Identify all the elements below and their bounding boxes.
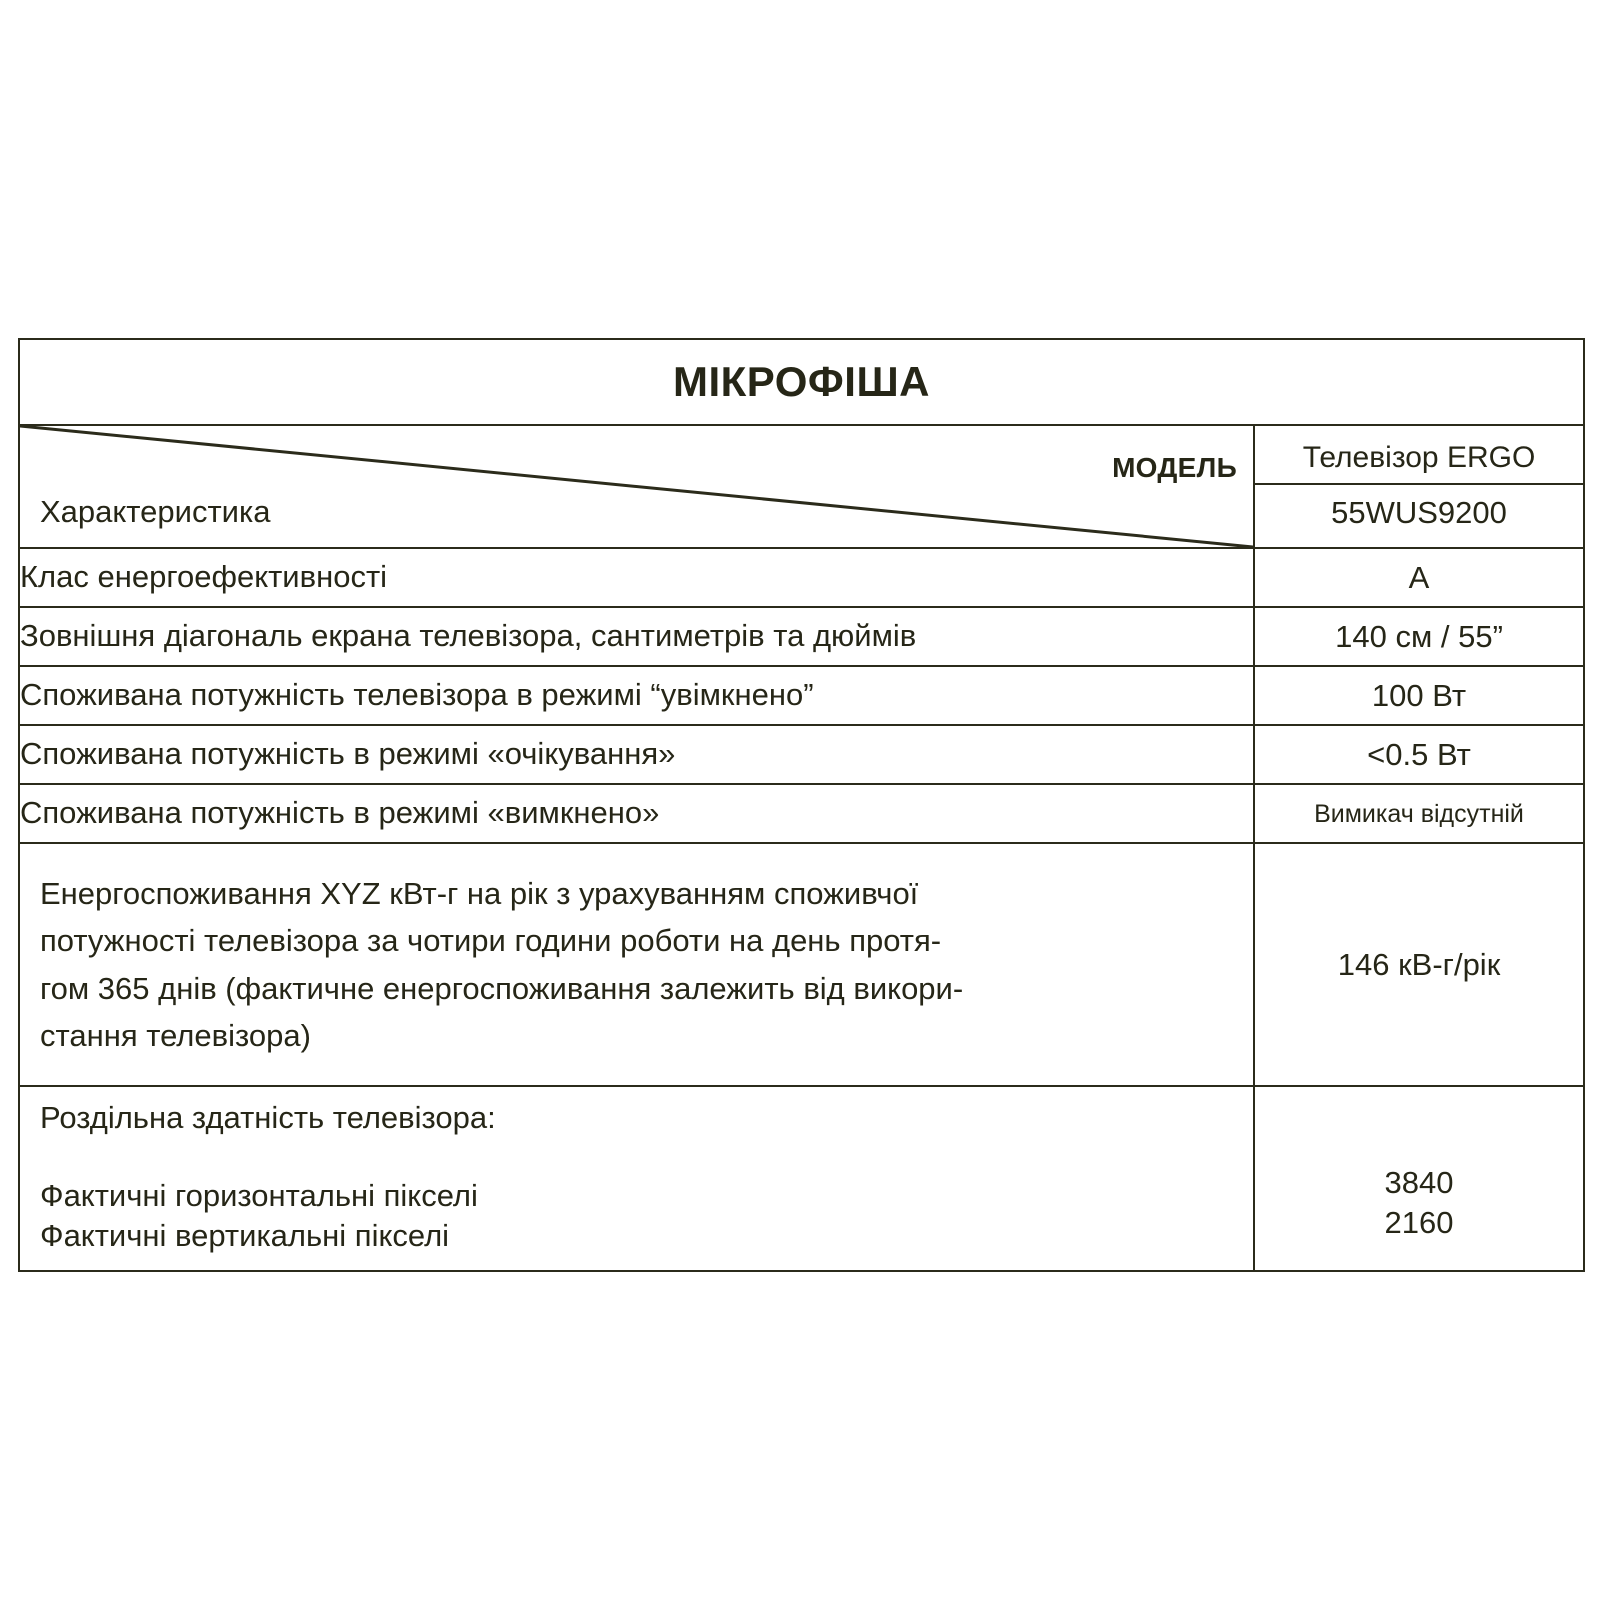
header-feature-label: Характеристика bbox=[40, 494, 271, 529]
table-row-energy bbox=[19, 843, 1584, 1086]
header-model-cell bbox=[1254, 425, 1584, 548]
row-value: <0.5 Вт bbox=[1254, 725, 1584, 784]
resolution-horizontal-label: Фактичні горизонтальні пікселі bbox=[40, 1178, 478, 1214]
row-value: 100 Вт bbox=[1254, 666, 1584, 725]
row-feature-label: Клас енергоефективності bbox=[19, 548, 1254, 607]
energy-description-line: стання телевізора) bbox=[40, 1017, 311, 1053]
table-row bbox=[19, 548, 1584, 607]
row-value: 140 см / 55” bbox=[1254, 607, 1584, 666]
microfiche-sheet bbox=[18, 338, 1583, 1260]
table-row bbox=[19, 784, 1584, 843]
row-feature-label: Споживана потужність телевізора в режимі “увімкнено” bbox=[19, 666, 1254, 725]
resolution-values bbox=[1254, 1086, 1584, 1271]
table-header-row bbox=[19, 425, 1584, 548]
row-value: Вимикач відсутній bbox=[1254, 784, 1584, 843]
energy-description-line: гом 365 днів (фактичне енергоспоживання залежить від викори- bbox=[40, 970, 964, 1006]
energy-description-line: потужності телевізора за чотири години роботи на день протя- bbox=[40, 923, 942, 959]
resolution-value-spacer bbox=[1255, 1115, 1583, 1163]
table-row-resolution bbox=[19, 1086, 1584, 1271]
row-feature-label: Споживана потужність в режимі «вимкнено» bbox=[19, 784, 1254, 843]
model-name: Телевізор ERGO bbox=[1255, 431, 1583, 485]
resolution-vertical-value: 2160 bbox=[1384, 1204, 1454, 1240]
row-value: A bbox=[1254, 548, 1584, 607]
header-model-label: МОДЕЛЬ bbox=[1112, 452, 1237, 483]
table-row bbox=[19, 725, 1584, 784]
row-feature-label: Споживана потужність в режимі «очікування» bbox=[19, 725, 1254, 784]
resolution-labels bbox=[19, 1086, 1254, 1271]
model-code: 55WUS9200 bbox=[1331, 495, 1507, 530]
table-row bbox=[19, 666, 1584, 725]
page-title: МІКРОФІША bbox=[673, 358, 930, 405]
table-row bbox=[19, 607, 1584, 666]
microfiche-table bbox=[18, 338, 1585, 1272]
header-feature-model-cell bbox=[19, 425, 1254, 548]
row-feature-label: Зовнішня діагональ екрана телевізора, сантиметрів та дюймів bbox=[19, 607, 1254, 666]
page-title-cell bbox=[19, 339, 1584, 425]
title-row bbox=[19, 339, 1584, 425]
resolution-horizontal-value: 3840 bbox=[1384, 1164, 1454, 1200]
resolution-title: Роздільна здатність телевізора: bbox=[40, 1100, 496, 1136]
energy-description bbox=[19, 843, 1254, 1086]
energy-value: 146 кВ-г/рік bbox=[1254, 843, 1584, 1086]
energy-description-line: Енергоспоживання XYZ кВт-г на рік з урахуванням споживчої bbox=[40, 876, 919, 912]
resolution-vertical-label: Фактичні вертикальні пікселі bbox=[40, 1217, 450, 1253]
